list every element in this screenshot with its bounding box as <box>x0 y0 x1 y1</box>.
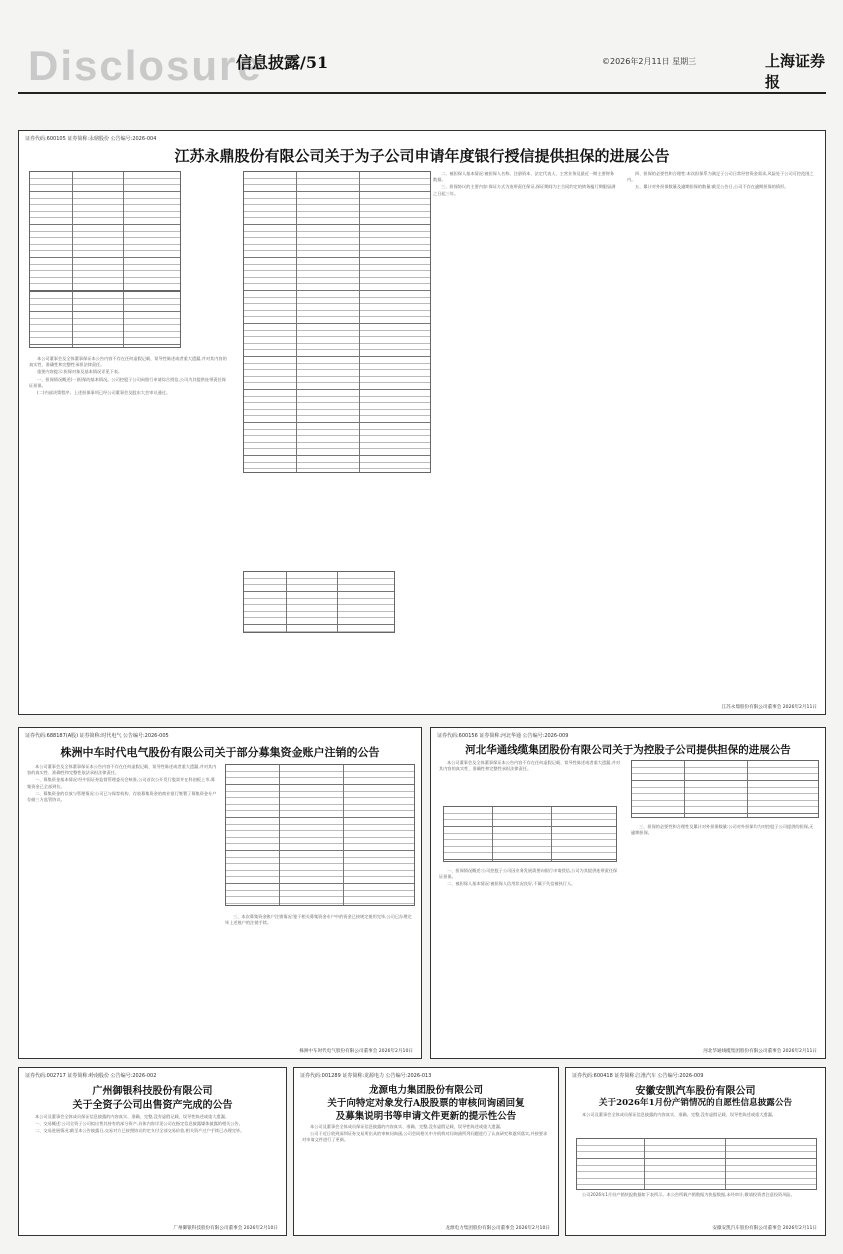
issue-date: ©2026年2月11日 星期三 <box>602 57 697 66</box>
paragraph: 本公司及董事会全体成员保证信息披露的内容真实、准确、完整,没有虚假记载、误导性陈述或重大遗漏。 <box>582 1112 776 1117</box>
financial-table <box>631 760 819 818</box>
paragraph: 一、担保情况概述(一)担保的基本情况。公司控股子公司向银行申请综合授信,公司为其提供连带责任保证担保。 <box>29 376 226 388</box>
article-body <box>302 1124 550 1214</box>
guarantee-table <box>29 171 181 291</box>
paragraph: 本公司董事会及全体董事保证本公告内容不存在任何虚假记载、误导性陈述或者重大遗漏,并对其内容的真实性、准确性和完整性承担法律责任。 <box>439 760 621 772</box>
article-top <box>18 130 826 715</box>
article-bottom-3 <box>565 1067 826 1236</box>
paragraph: 三、担保协议的主要内容:保证方式为连带责任保证,保证期间为主合同约定的债务履行期限届满之日起三年。 <box>433 184 616 196</box>
article-code-line: 证券代码:600156 证券简称:河北华通 公告编号:2026-009 <box>437 733 569 739</box>
article-body <box>574 1192 817 1216</box>
article-title: 关于2026年1月份产销情况的自愿性信息披露公告 <box>598 1098 793 1108</box>
article-title: 及募集说明书等申请文件更新的提示性公告 <box>335 1111 517 1122</box>
article-body <box>225 914 413 1034</box>
article-title: 关于向特定对象发行A股股票的审核问询函回复 <box>327 1098 525 1109</box>
paragraph: 重要内容提示:担保对象及基本情况详见下表。 <box>37 369 123 375</box>
paragraph: 一、交易概述:公司全资子公司拟出售其持有的部分资产,具体内容详见公司在指定信息披露媒体披露的相关公告。 <box>35 1121 243 1127</box>
article-body <box>27 1114 278 1214</box>
paragraph: 二、被担保人基本情况:被担保人信用状况良好,不属于失信被执行人。 <box>447 881 576 887</box>
paragraph: 一、担保情况概述:公司控股子公司因业务发展需要向银行申请授信,公司为其提供连带责任保证担保。 <box>439 868 618 880</box>
article-title: 龙源电力集团股份有限公司 <box>368 1085 483 1096</box>
article-signoff: 江苏永鼎股份有限公司董事会 2026年2月11日 <box>721 705 817 710</box>
guarantee-table <box>443 806 617 862</box>
account-table <box>225 764 415 906</box>
article-title: 江苏永鼎股份有限公司关于为子公司申请年度银行授信提供担保的进展公告 <box>174 147 670 165</box>
article-signoff: 株洲中车时代电气股份有限公司董事会 2026年2月10日 <box>299 1049 413 1054</box>
article-title: 河北华通线缆集团股份有限公司关于为控股子公司提供担保的进展公告 <box>465 744 791 756</box>
article-title: 安徽安凯汽车股份有限公司 <box>635 1086 756 1097</box>
article-mid-left <box>18 727 422 1059</box>
paragraph: 公司2026年1月份产销快报数据如下表所示。本公告所载产销数据为快报数据,未经审计,敬请投资者注意投资风险。 <box>582 1192 795 1197</box>
article-bottom-2 <box>293 1067 559 1236</box>
guarantor-table-2 <box>243 571 395 633</box>
article-body <box>433 171 618 691</box>
article-signoff: 安徽安凯汽车股份有限公司董事会 2026年2月11日 <box>712 1226 817 1231</box>
article-code-line: 证券代码:688187(A股) 证券简称:时代电气 公告编号:2026-005 <box>25 733 169 739</box>
newspaper-name: 上海证券报 <box>765 52 826 91</box>
paragraph: (二)内部决策程序。上述担保事项已经公司董事会及股东大会审议通过。 <box>37 390 171 396</box>
article-signoff: 龙源电力集团股份有限公司董事会 2026年2月10日 <box>445 1226 550 1231</box>
section-title: 信息披露/51 <box>236 53 329 72</box>
paragraph: 本公司董事会及全体董事保证本公告内容不存在任何虚假记载、误导性陈述或者重大遗漏,并对其内容的真实性、准确性和完整性依法承担法律责任。 <box>27 764 217 776</box>
paragraph: 公司于近日收到深圳证券交易所出具的审核问询函,公司会同相关中介机构对问询函所列问题进行了认真研究和逐项落实,并按要求对申请文件进行了更新。 <box>302 1131 548 1143</box>
article-code-line: 证券代码:002717 证券简称:岭南股份 公告编号:2026-002 <box>25 1073 157 1079</box>
article-code-line: 证券代码:600418 证券简称:江淮汽车 公告编号:2026-009 <box>572 1073 704 1079</box>
article-body <box>631 824 817 1038</box>
masthead-rule <box>18 92 826 94</box>
article-body <box>29 356 229 696</box>
sales-table <box>576 1138 817 1190</box>
article-code-line: 证券代码:600105 证券简称:永鼎股份 公告编号:2026-004 <box>25 136 157 142</box>
guarantor-table <box>243 171 431 473</box>
paragraph: 二、被担保人基本情况:被担保人名称、注册资本、法定代表人、主营业务及最近一期主要财务数据。 <box>433 171 615 183</box>
paragraph: 二、交易进展情况:截至本公告披露日,交易对方已按照协议约定支付全部交易价款,相关资产过户手续已办理完毕。 <box>35 1128 245 1134</box>
article-code-line: 证券代码:001289 证券简称:龙源电力 公告编号:2026-013 <box>300 1073 432 1079</box>
article-mid-right <box>430 727 826 1059</box>
paragraph: 一、募集资金基本情况:经中国证券监督管理委员会核准,公司首次公开发行股票并在科创板上市,募集资金已全部到位。 <box>27 777 215 789</box>
article-title: 关于全资子公司出售资产完成的公告 <box>72 1100 233 1111</box>
paragraph: 二、募集资金的存放与管理情况:公司已与保荐机构、存放募集资金的商业银行签署了募集资金专户存储三方监管协议。 <box>27 790 217 803</box>
paragraph: 四、担保的必要性和合理性:本次担保系为满足子公司日常经营资金需求,风险处于公司可控范围之内。 <box>627 171 814 183</box>
article-title: 株洲中车时代电气股份有限公司关于部分募集资金账户注销的公告 <box>60 746 380 759</box>
article-title: 广州御银科技股份有限公司 <box>92 1086 213 1097</box>
guarantee-detail-table <box>29 291 181 348</box>
disclosure-wordmark: Disclosure <box>28 42 263 89</box>
article-body <box>439 760 621 800</box>
article-bottom-1 <box>18 1067 287 1236</box>
article-body <box>574 1112 817 1136</box>
article-signoff: 河北华通线缆集团股份有限公司董事会 2026年2月11日 <box>703 1049 817 1054</box>
paragraph: 本公司及董事会全体成员保证信息披露的内容真实、准确、完整,没有虚假记载、误导性陈述或重大遗漏。 <box>310 1124 504 1129</box>
paragraph: 本公司董事会及全体董事保证本公告内容不存在任何虚假记载、误导性陈述或者重大遗漏,并对其内容的真实性、准确性和完整性承担法律责任。 <box>29 356 227 368</box>
article-body <box>627 171 815 691</box>
article-body <box>439 868 621 1038</box>
masthead <box>10 0 833 90</box>
paragraph: 三、担保的必要性和合理性及累计对外担保数量:公司对外担保均为对控股子公司提供的担保,无逾期担保。 <box>631 824 814 836</box>
paragraph: 本公司及董事会全体成员保证信息披露的内容真实、准确、完整,没有虚假记载、误导性陈述或重大遗漏。 <box>35 1114 229 1119</box>
article-signoff: 广州御银科技股份有限公司董事会 2026年2月10日 <box>173 1226 278 1231</box>
paragraph: 五、累计对外担保数量及逾期担保的数量:截至公告日,公司不存在逾期担保的情形。 <box>635 184 789 190</box>
article-body <box>27 764 217 1044</box>
paragraph: 三、本次募集资金账户注销情况:鉴于相关募集资金专户中的资金已按规定使用完毕,公司已办理完毕上述账户的注销手续。 <box>225 914 412 926</box>
